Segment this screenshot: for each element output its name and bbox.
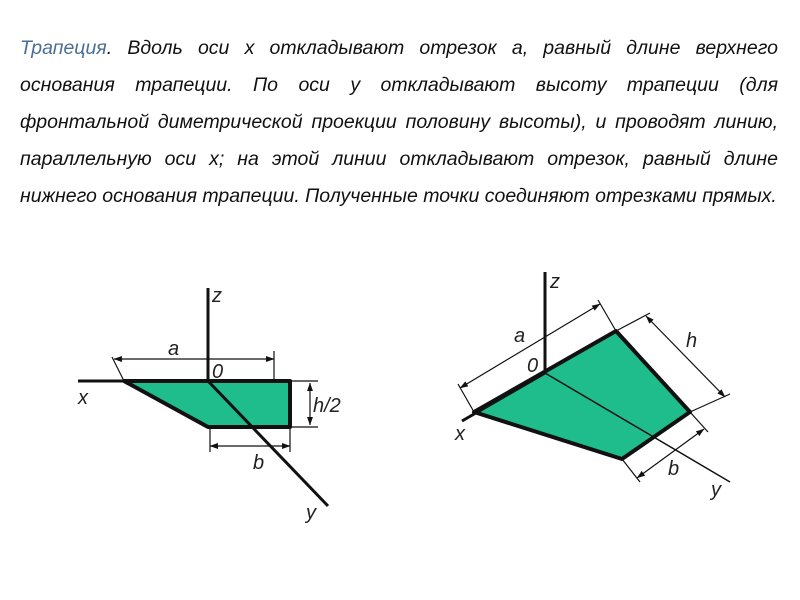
axis-z-label-left: z xyxy=(212,285,222,307)
dim-a-label-left: a xyxy=(168,338,180,360)
axis-x-label-right: x xyxy=(455,423,465,445)
axis-x-label-left: x xyxy=(78,387,88,409)
dim-a-label-right: a xyxy=(514,325,526,347)
extension-line xyxy=(598,300,616,331)
origin-label-right: 0 xyxy=(527,355,539,377)
description-body: . Вдоль оси x откладывают отрезок a, равный длине верхнего основания трапеции. По оси y откладывают высоту трапеции (для фронтальной диметрической проекции половину высоты), и проводят линию, параллельную оси x; на этой линии откладывают отрезок, равный длине нижнего основания трапеции. Полученные точки соединяют отрезками прямых. xyxy=(20,37,778,207)
origin-label-left: 0 xyxy=(212,361,224,383)
figure-frontal-dimetric xyxy=(77,285,341,524)
extension-line xyxy=(616,313,650,331)
axis-y-label-left: y xyxy=(306,502,316,524)
axis-y-label-right: y xyxy=(711,479,721,501)
dim-h-label-left: h/2 xyxy=(313,395,341,417)
dim-b-label-right: b xyxy=(668,458,680,480)
extension-line xyxy=(112,357,124,381)
term-trapezoid: Трапеция xyxy=(20,37,107,59)
extension-line xyxy=(622,459,640,482)
extension-line xyxy=(690,412,708,432)
dim-b-label-left: b xyxy=(253,452,265,474)
axis-z-label-right: z xyxy=(550,271,560,293)
figure-axonometric xyxy=(454,271,730,501)
trapezoid-left xyxy=(124,381,290,427)
dim-h-label-right: h xyxy=(686,330,698,352)
